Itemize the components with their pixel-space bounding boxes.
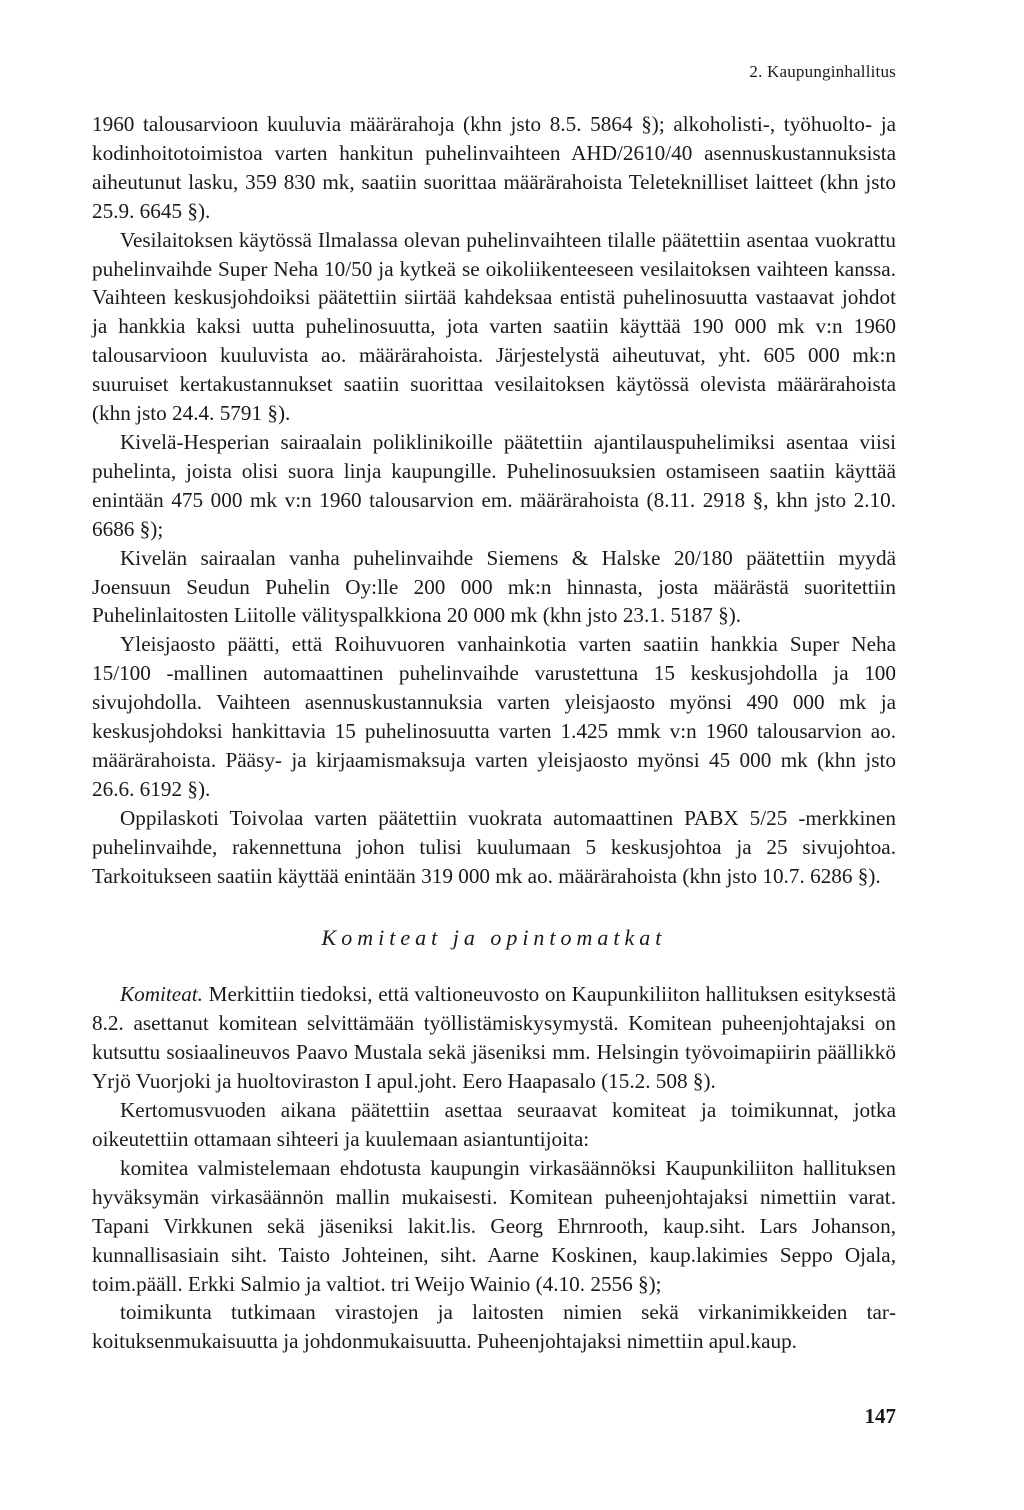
paragraph-kivela-sairaala: Kivelän sairaalan vanha puhelinvaihde Siemens & Halske 20/180 päätettiin myydä Joensuun Seudun Puhelin Oy:lle 200 000 mk:n hinnasta, josta määrästä suoritettiin Puhelinlaitosten Liitolle välityspalkkiona 20 000 mk (khn jsto 23.1. 5187 §).	[92, 545, 896, 628]
paragraph-toimikunta: toimikunta tutkimaan virastojen ja laitosten nimien sekä virkanimikkeiden tarkoituksenmukaisuutta ja johdonmukaisuutta. Puheenjohtajaksi nimettiin apul.kaup.	[92, 1300, 896, 1354]
paragraph-kivela-hesperia: Kivelä-Hesperian sairaalain poliklinikoille päätettiin ajantilauspuhelimiksi asentaa viisi puhelinta, joista olisi suora linja kaupungille. Puhelinosuuksien ostamiseen saatiin käyttää enintään 475 000 mk v:n 1960 talousarvion em. määrärahoista (8.11. 2918 §, khn jsto 2.10. 6686 §);	[92, 429, 896, 541]
lead-text: Merkittiin tiedoksi, että valtioneuvosto on Kaupunkiliiton hallituksen esityksestä 8.2. asettanut komitean selvittämään työllistämiskysymystä. Komitean puheenjohtajaksi on kutsuttu sosiaalineuvos Paavo Mustala sekä jäseniksi mm. Helsingin työvoimapiirin päällikkö Yrjö Vuorjoki ja huoltoviraston I apul.joht. Eero Haapasalo (15.2. 508 §).	[92, 982, 896, 1094]
paragraph-toivola: Oppilaskoti Toivolaa varten päätettiin vuokrata automaattinen PABX 5/25 -merkkinen puhelinvaihde, rakennettuna johon tulisi kuulumaan 5 keskusjohtoa ja 25 sivujohtoa. Tarkoitukseen saatiin käyttää enintään 319 000 mk ao. määrärahoista (khn jsto 10.7. 6286 §).	[92, 805, 896, 888]
paragraph-komitea-virkasaanto: komitea valmistelemaan ehdotusta kaupungin virkasäännöksi Kaupunkiliiton hallituksen hyväksymän virkasäännön mallin mukaisesti. Komitean puheenjohtajaksi nimettiin varat. Tapani Virkkunen sekä jäseniksi lakit.lis. Georg Ehrnrooth, kaup.siht. Lars Johanson, kunnallisasiain siht. Taisto Johteinen, siht. Aarne Koskinen, kaup.lakimies Seppo Ojala, toim.pääll. Erkki Salmio ja valtiot. tri Weijo Wainio (4.10. 2556 §);	[92, 1155, 896, 1296]
paragraph-kertomusvuosi: Kertomusvuoden aikana päätettiin asettaa seuraavat komiteat ja toimikunnat, jotka oikeutettiin ottamaan sihteeri ja kuulemaan asiantuntijoita:	[92, 1098, 896, 1151]
running-head: 2. Kaupunginhallitus	[749, 62, 896, 81]
paragraph-continued: 1960 talousarvioon kuuluvia määrärahoja (khn jsto 8.5. 5864 §); alkoholisti-, työhuolto- ja kodinhoitotoimistoa varten hankitun puhelinvaihteen AHD/2610/40 asennuskustannuksista aiheutunut lasku, 359 830 mk, saatiin suorittaa määrärahoista Teleteknilliset laitteet (khn jsto 25.9. 6645 §).	[92, 112, 896, 223]
section-heading: Komiteat ja opintomatkat	[321, 925, 667, 951]
lead-word: Komiteat.	[120, 982, 203, 1007]
paragraph-vesilaitos: Vesilaitoksen käytössä Ilmalassa olevan puhelinvaihteen tilalle päätettiin asentaa vuokrattu puhelinvaihde Super Neha 10/50 ja kytkeä se oikoliikenteeseen vesilaitoksen vaihteen kanssa. Vaihteen keskusjohdoiksi päätettiin siirtää kahdeksaa entistä puhelinosuutta vastaavat johdot ja hankkia kaksi uutta puhelinosuutta, jota varten saatiin käyttää 190 000 mk v:n 1960 talousarvioon kuuluvista ao. määrärahoista. Järjestelystä aiheutuvat, yht. 605 000 mk:n suuruiset kertakustannukset saatiin suorittaa vesilaitoksen käytössä olevista määrärahoista (khn jsto 24.4. 5791 §).	[92, 227, 896, 426]
page-number: 147	[864, 1404, 896, 1428]
paragraph-komiteat	[92, 980, 896, 1096]
body-text	[92, 110, 896, 1356]
paragraph-yleisjaosto: Yleisjaosto päätti, että Roihuvuoren vanhainkotia varten saatiin hankkia Super Neha 15/100 -mallinen automaattinen puhelinvaihde varustettuna 15 keskusjohdolla ja 100 sivujohdolla. Vaihteen asennuskustannuksia varten yleisjaosto myönsi 490 000 mk ja keskusjohdoksi hankittavia 15 puhelinosuutta varten 1.425 mmk v:n 1960 talousarvion ao. määrärahoista. Pääsy- ja kirjaamismaksuja varten yleisjaosto myönsi 45 000 mk (khn jsto 26.6. 6192 §).	[92, 632, 896, 801]
